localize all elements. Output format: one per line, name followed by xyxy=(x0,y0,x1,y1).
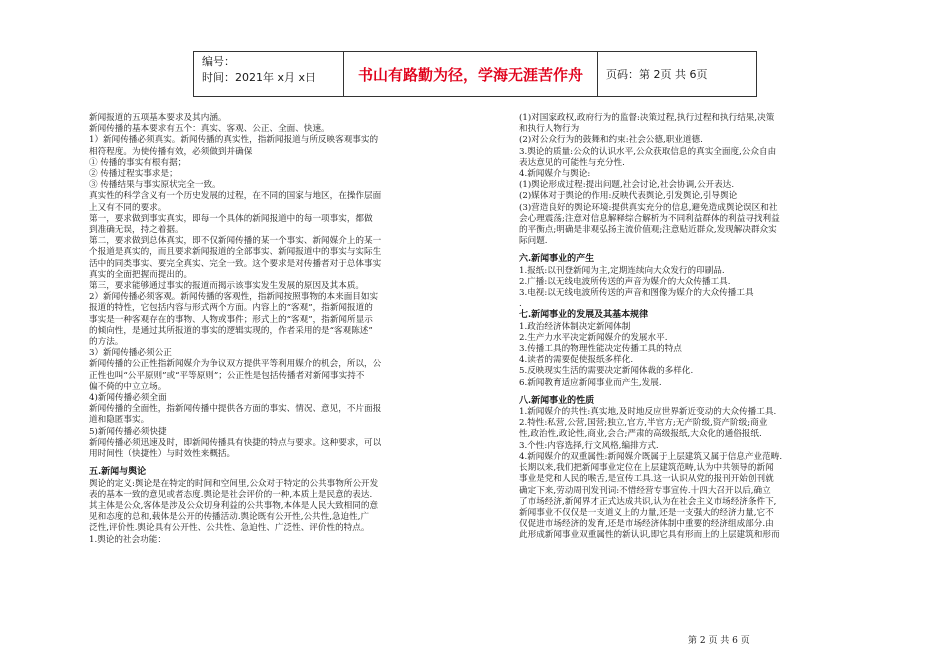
left-text-line: 偏不倚的中立立场。 xyxy=(89,381,167,392)
right-text-line: (2)对公众行为的鼓舞和约束:社会公德,职业道德. xyxy=(519,135,703,146)
right-text-line: 和执行人物行为 xyxy=(519,124,580,135)
left-text-line: 用时间性（快捷性）与时效性来概括。 xyxy=(89,449,236,460)
right-text-line: 4.新闻媒介的双重属性:新闻媒介既属于上层建筑又属于信息产业范畴. xyxy=(519,451,783,462)
right-text-line: 4.读者的需要促使报纸多样化. xyxy=(519,355,634,366)
left-text-line: 新闻传播的全面性，指新闻传播中提供各方面的事实、情况、意见，不片面报 xyxy=(89,404,382,415)
right-text-line: 3.传播工具的物理性能决定传播工具的特点 xyxy=(519,344,682,355)
left-text-line: 第三，要求能够通过事实的报道而揭示该事实发生发展的原因及其本质。 xyxy=(89,281,365,292)
left-text-line: 活中的同类事实、要完全真实、完全一致。这个要求是对传播者对于总体事实 xyxy=(89,258,382,269)
right-text-line: 际问题. xyxy=(519,236,548,247)
right-text-line: (1)舆论形成过程:提出问题,社会讨论,社会协调,公开表达. xyxy=(519,180,735,191)
header-meta xyxy=(194,52,344,96)
right-text-line: 此形成新闻事业双重属性的新认识,即它具有形而上的上层建筑和形而 xyxy=(519,530,780,541)
left-text-line: 正性也叫“公平原则”或“平等原则”；公正性是包括传播者对新闻事实持不 xyxy=(89,370,365,381)
left-text-line: 1.舆论的社会功能： xyxy=(89,534,166,545)
left-text-line: 的方法。 xyxy=(89,337,124,348)
right-text-line: (2)媒体对于舆论的作用:反映代表舆论,引发舆论,引导舆论 xyxy=(519,191,738,202)
right-column xyxy=(519,113,879,542)
right-text-line: (3)营造良好的舆论环境:提供真实充分的信息,避免造成舆论误区和社 xyxy=(519,202,778,213)
left-text-line: 表的基本一致的意见或者态度.舆论是社会评价的一种,本质上是民意的表达. xyxy=(89,489,373,500)
right-text-line: 仅促进市场经济的发育,还是市场经济体制中重要的经济组成部分.由 xyxy=(519,519,774,530)
left-text-line: 其主体是公众,客体是涉及公众切身利益的公共事物,本体是人民大致相同的意 xyxy=(89,500,379,511)
left-text-line: 报道的特性，它包括内容与形式两个方面。内容上的“客观”，指新闻报道的 xyxy=(89,303,373,314)
left-text-line: 真实的全面把握而提出的。 xyxy=(89,269,193,280)
right-text-line: 2.生产力水平决定新闻媒介的发展水平. xyxy=(519,332,668,343)
right-text-line: 5.反映现实生活的需要决定新闻体裁的多样化. xyxy=(519,366,694,377)
left-text-line: 的倾向性，是通过其所报道的事实的逻辑实现的，作者采用的是“客观陈述” xyxy=(89,325,373,336)
section-heading: 五.新闻与舆论 xyxy=(89,467,147,478)
spacer xyxy=(519,389,879,396)
left-text-line: 新闻报道的五项基本要求及其内涵。 xyxy=(89,113,227,123)
left-text-line: 3）新闻传播必须公正 xyxy=(89,348,172,359)
right-text-line: 1.报纸:以刊登新闻为主,定期连续向大众发行的印刷品. xyxy=(519,265,725,276)
right-text-line: 4.新闻媒介与舆论: xyxy=(519,169,591,180)
left-text-line: 道和隐匿事实。 xyxy=(89,415,150,426)
left-text-line: 相符程度。为使传播有效，必须做到并确保 xyxy=(89,146,253,157)
left-text-line: 泛性,评价性.舆论具有公开性、公共性、急迫性、广泛性、评价性的特点。 xyxy=(89,523,370,534)
section-heading: 七.新闻事业的发展及其基本规律 xyxy=(519,310,649,321)
right-text-line: 长期以来,我们把新闻事业定位在上层建筑范畴,认为中共领导的新闻 xyxy=(519,463,774,474)
right-text-line: 了市场经济,新闻界才正式达成共识,认为在社会主义市场经济条件下, xyxy=(519,496,777,507)
date-label: 时间：2021年 x月 x日 xyxy=(202,71,317,84)
left-text-line: 见和态度的总和,载体是公开的传播活动.舆论既有公开性,公共性,急迫性,广 xyxy=(89,512,370,523)
left-text-line: 新闻传播的基本要求有五个：真实、客观、公正、全面、快速。 xyxy=(89,124,330,135)
left-text-line: 舆论的定义:舆论是在特定的时间和空间里,公众对于特定的公共事物所公开发 xyxy=(89,478,379,489)
left-text-line: 到准确无误，持之着据。 xyxy=(89,225,184,236)
left-text-line: 2）新闻传播必须客观。新闻传播的客观性，指新闻按照事物的本来面目如实 xyxy=(89,292,379,303)
right-text-line: (1)对国家政权,政府行为的监督:决策过程,执行过程和执行结果,决策 xyxy=(519,113,775,123)
left-text-line: ③ 传播结果与事实原状完全一致。 xyxy=(89,180,221,191)
motto: 书山有路勤为径，学海无涯苦作舟 xyxy=(344,52,598,96)
section-heading: 八.新闻事业的性质 xyxy=(519,395,595,406)
left-text-line: 新闻传播必须迅速及时，即新闻传播具有快捷的特点与要求。这种要求，可以 xyxy=(89,437,382,448)
spacer xyxy=(89,460,494,467)
right-text-line: 表达意见的可能性与充分性. xyxy=(519,157,625,168)
left-text-line: 第二，要求做到总体真实，即不仅新闻传播的某一个事实、新闻媒介上的某一 xyxy=(89,236,382,247)
right-text-line: 6.新闻教育适应新闻事业而产生,发展. xyxy=(519,377,662,388)
right-text-line: . xyxy=(519,299,522,310)
left-text-line: 5)新闻传播必须快捷 xyxy=(89,426,167,437)
right-text-line: 1.新闻媒介的共性:真实地,及时地反应世界新近变动的大众传播工具. xyxy=(519,407,777,418)
left-text-line: 真实性的科学含义有一个历史发展的过程，在不同的国家与地区，在操作层面 xyxy=(89,191,382,202)
right-text-line: 确定下来,劳动周刊发刊词:不惜经营专事宣传.十四大召开以后,确立 xyxy=(519,485,771,496)
right-text-line: 性,政治性,政论性,商业,会合;严肃的高级报纸,大众化的通俗报纸. xyxy=(519,429,762,440)
page-header xyxy=(193,51,757,97)
code-label: 编号： xyxy=(202,55,235,68)
left-text-line: 新闻传播的公正性指新闻媒介为争议双方提供平等利用媒介的机会，所以，公 xyxy=(89,359,382,370)
right-text-line: 2.广播:以无线电波所传送的声音为媒介的大众传播工具. xyxy=(519,276,731,287)
right-text-line: 新闻事业不仅仅是一支道义上的力量,还是一支强大的经济力量,它不 xyxy=(519,507,774,518)
left-text-line: 1）新闻传播必须真实。新闻传播的真实性，指新闻报道与所反映客观事实的 xyxy=(89,135,379,146)
right-text-line: 事业是党和人民的喉舌,是宣传工具.这一认识从党的报刊开始创刊就 xyxy=(519,474,774,485)
left-text-line: ② 传播过程实事求是； xyxy=(89,169,178,180)
section-heading: 六.新闻事业的产生 xyxy=(519,254,595,265)
left-text-line: 上又有不同的要求。 xyxy=(89,202,167,213)
right-text-line: 的平衡点;明确是非观弘扬主流价值观;注意贴近群众,发现解决群众实 xyxy=(519,225,777,236)
right-text-line: 1.政治经济体制决定新闻体制 xyxy=(519,321,631,332)
right-text-line: 会心理震荡;注意对信息解释综合解析为不同利益群体的利益寻找利益 xyxy=(519,213,780,224)
left-text-line: 4)新闻传播必须全面 xyxy=(89,393,167,404)
right-text-line: 3.舆论的质量:公众的认识水平,公众获取信息的真实全面度,公众自由 xyxy=(519,146,777,157)
page-number: 页码：第 2页 共 6页 xyxy=(606,68,708,81)
left-text-line: 个报道是真实的，而且要求新闻报道的全部事实、新闻报道中的事实与实际生 xyxy=(89,247,382,258)
right-text-line: 3.电视:以无线电波所传送的声音和图像为媒介的大众传播工具 xyxy=(519,288,754,299)
left-text-line: 事实是一种客观存在的事物、人物或事件；形式上的“客观”，指新闻所显示 xyxy=(89,314,373,325)
page-footer: 第 2 页 共 6 页 xyxy=(688,636,750,646)
left-text-line: 第一，要求做到事实真实，即每一个具体的新闻报道中的每一项事实，都做 xyxy=(89,213,373,224)
right-text-line: 3.个性:内容选择,行文风格,编排方式. xyxy=(519,440,659,451)
right-text-line: 2.特性:私营,公营,国营;独立,官方,半官方;无产阶级,资产阶级;商业 xyxy=(519,418,768,429)
left-text-line: ① 传播的事实有根有据； xyxy=(89,157,187,168)
left-column xyxy=(89,113,494,546)
